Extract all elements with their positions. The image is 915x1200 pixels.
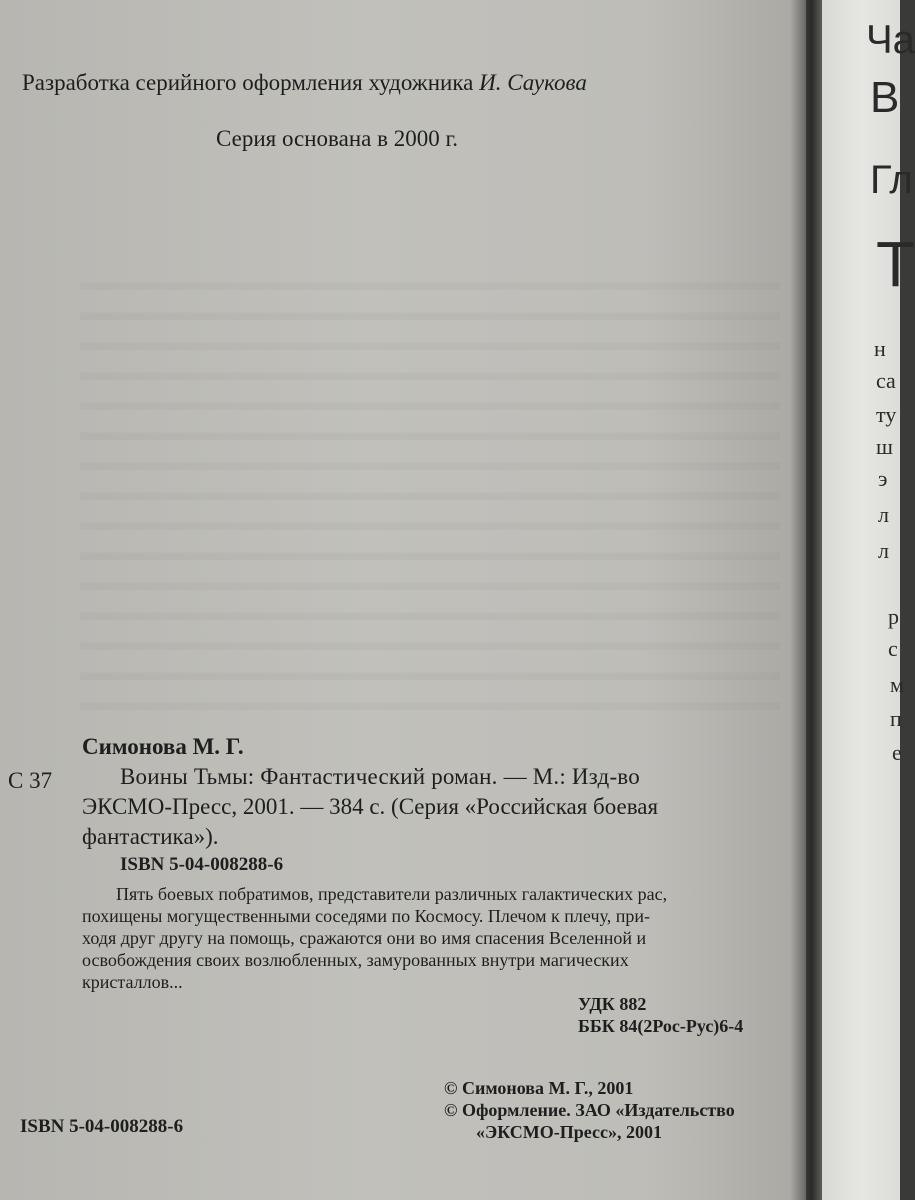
facing-print-11: п [890,706,902,731]
facing-print-2: са [876,368,896,393]
show-through-text [80,260,780,720]
annotation-line-5: кристаллов... [82,972,183,992]
facing-handwritten-2: В [870,73,900,122]
facing-print-9: с [888,636,898,661]
bibliographic-line-1: Воины Тьмы: Фантастический роман. — М.: Изд-во [120,764,640,789]
facing-handwritten-1: Ча [866,18,915,62]
udk-code: УДК 882 [578,994,647,1014]
series-design-line [22,70,587,96]
book-gutter-shadow [790,0,826,1200]
facing-print-8: р [888,604,899,629]
annotation-line-3: ходя друг другу на помощь, сражаются они во имя спасения Вселенной и [82,928,647,948]
facing-print-7: л [878,538,889,563]
facing-print-12: е [892,740,902,765]
bbk-code: ББК 84(2Рос-Рус)6-4 [578,1016,744,1036]
bibliographic-line-3: фантастика»). [82,824,219,849]
facing-print-1: н [874,336,886,361]
facing-print-10: м [890,672,904,697]
isbn-main: ISBN 5-04-008288-6 [120,854,284,875]
series-artist: И. Саукова [479,70,587,95]
series-design-label: Разработка серийного оформления художника [22,70,474,95]
copyright-line-3: «ЭКСМО-Пресс», 2001 [476,1122,662,1142]
facing-handwritten-3: Гл [870,158,913,202]
bibliographic-line-2: ЭКСМО-Пресс, 2001. — 384 с. (Серия «Российская боевая [82,794,659,819]
facing-page-edge [822,0,915,1200]
annotation-line-2: похищены могущественными соседями по Космосу. Плечом к плечу, при- [82,906,650,926]
isbn-bottom: ISBN 5-04-008288-6 [20,1116,184,1137]
annotation-line-1: Пять боевых побратимов, представители различных галактических рас, [116,884,668,904]
series-founded: Серия основана в 2000 г. [216,126,459,151]
copyright-line-1: © Симонова М. Г., 2001 [444,1078,634,1098]
copyright-line-2: © Оформление. ЗАО «Издательство [444,1100,735,1120]
annotation-line-4: освобождения своих возлюбленных, замурованных внутри магических [82,950,629,970]
author-heading: Симонова М. Г. [82,734,244,759]
facing-print-4: ш [876,434,893,459]
classification-code: С 37 [8,768,53,793]
facing-print-3: ту [876,402,897,427]
facing-print-6: л [878,502,889,527]
facing-handwritten-4: Т [876,228,915,300]
facing-print-5: э [878,466,888,491]
